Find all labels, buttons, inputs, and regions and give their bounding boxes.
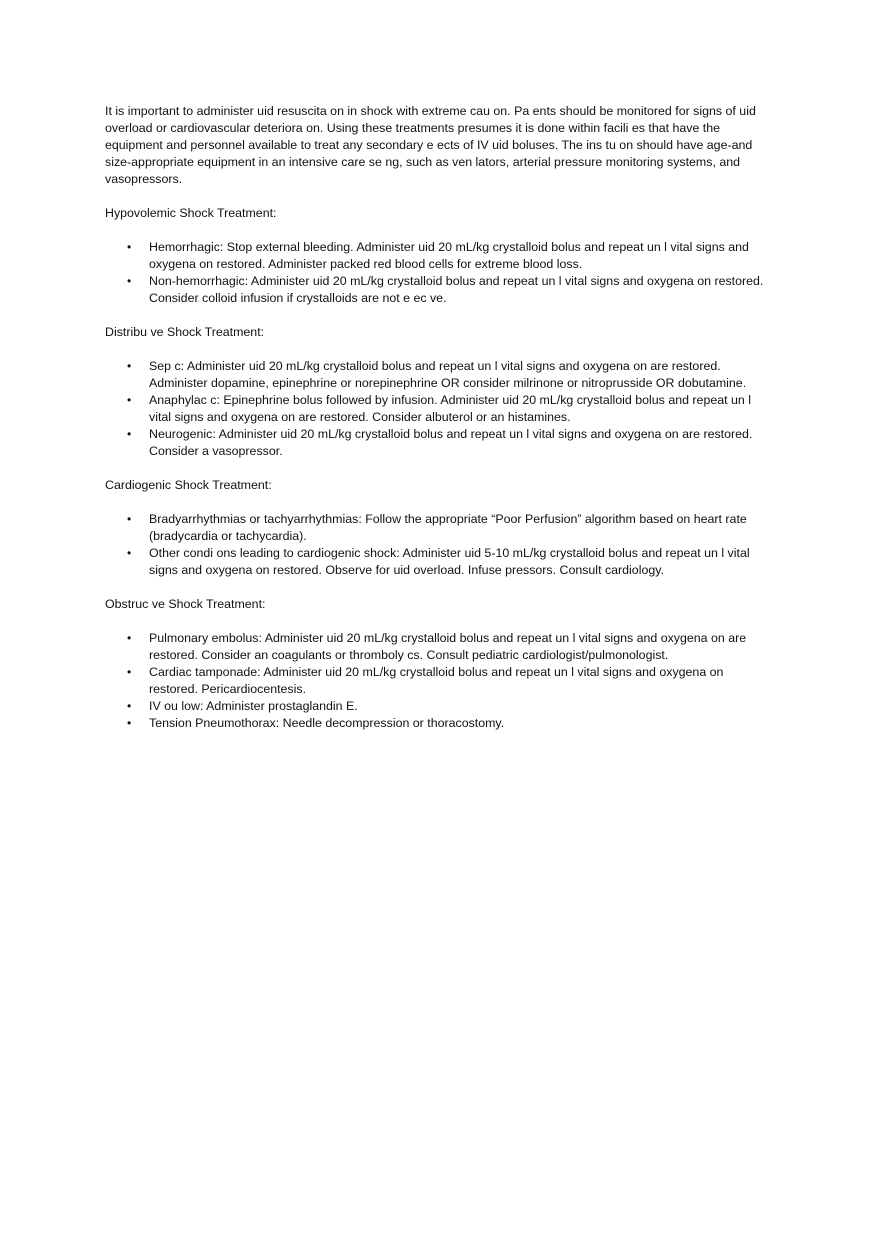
bullet-icon: • [127, 359, 132, 373]
bullet-icon: • [127, 631, 132, 645]
bullet-list-obstructive [105, 630, 767, 732]
bullet-icon: • [127, 546, 132, 560]
section-heading-cardiogenic: Cardiogenic Shock Treatment: [105, 478, 272, 492]
bullet-icon: • [127, 665, 132, 679]
bullet-list-hypovolemic [105, 239, 767, 307]
list-item [105, 392, 767, 426]
list-item [105, 664, 767, 698]
list-item [105, 239, 767, 273]
list-item-text: Hemorrhagic: Stop external bleeding. Administer uid 20 mL/kg crystalloid bolus and repeat un l vital signs and oxygena on restored. Administer packed red blood cells for extreme blood loss. [149, 240, 749, 271]
list-item-text: Neurogenic: Administer uid 20 mL/kg crystalloid bolus and repeat un l vital signs and oxygena on are restored. Consider a vasopressor. [149, 427, 753, 458]
list-item [105, 545, 767, 579]
list-item [105, 511, 767, 545]
list-item-text: Sep c: Administer uid 20 mL/kg crystalloid bolus and repeat un l vital signs and oxygena on are restored. Administer dopamine, epinephrine or norepinephrine OR consider milrinone or nitroprusside OR dobutamine. [149, 359, 747, 390]
list-item [105, 630, 767, 664]
section-heading-obstructive: Obstruc ve Shock Treatment: [105, 597, 266, 611]
list-item [105, 358, 767, 392]
bullet-icon: • [127, 274, 132, 288]
intro-paragraph: It is important to administer uid resuscita on in shock with extreme cau on. Pa ents should be monitored for signs of uid overload or cardiovascular deteriora on. Using these treatments presumes it is done within facili es that have the equipment and personnel available to treat any secondary e ects of IV uid boluses. The ins tu on should have age-and size-appropriate equipment in an intensive care se ng, such as ven lators, arterial pressure monitoring systems, and vasopressors. [105, 104, 756, 186]
bullet-icon: • [127, 427, 132, 441]
bullet-list-cardiogenic [105, 511, 767, 579]
list-item-text: Other condi ons leading to cardiogenic shock: Administer uid 5-10 mL/kg crystalloid bolus and repeat un l vital signs and oxygena on restored. Observe for uid overload. Infuse pressors. Consult cardiology. [149, 546, 750, 577]
bullet-icon: • [127, 240, 132, 254]
bullet-icon: • [127, 512, 132, 526]
bullet-list-distributive [105, 358, 767, 460]
list-item [105, 698, 767, 715]
list-item-text: Non-hemorrhagic: Administer uid 20 mL/kg crystalloid bolus and repeat un l vital signs and oxygena on restored. Consider colloid infusion if crystalloids are not e ec ve. [149, 274, 764, 305]
bullet-icon: • [127, 699, 132, 713]
bullet-icon: • [127, 716, 132, 730]
list-item-text: Tension Pneumothorax: Needle decompression or thoracostomy. [149, 716, 505, 730]
list-item-text: IV ou low: Administer prostaglandin E. [149, 699, 358, 713]
section-heading-distributive: Distribu ve Shock Treatment: [105, 325, 265, 339]
list-item [105, 426, 767, 460]
list-item-text: Bradyarrhythmias or tachyarrhythmias: Follow the appropriate “Poor Perfusion” algorithm based on heart rate (bradycardia or tachycardia). [149, 512, 747, 543]
bullet-icon: • [127, 393, 132, 407]
list-item-text: Cardiac tamponade: Administer uid 20 mL/kg crystalloid bolus and repeat un l vital signs and oxygena on restored. Pericardiocentesis. [149, 665, 724, 696]
document-body [105, 103, 767, 749]
section-heading-hypovolemic: Hypovolemic Shock Treatment: [105, 206, 277, 220]
list-item-text: Anaphylac c: Epinephrine bolus followed by infusion. Administer uid 20 mL/kg crystalloid bolus and repeat un l vital signs and oxygena on are restored. Consider albuterol or an histamines. [149, 393, 751, 424]
list-item-text: Pulmonary embolus: Administer uid 20 mL/kg crystalloid bolus and repeat un l vital signs and oxygena on are restored. Consider an coagulants or thromboly cs. Consult pediatric cardiologist/pulmonologist. [149, 631, 747, 662]
list-item [105, 273, 767, 307]
list-item [105, 715, 767, 732]
